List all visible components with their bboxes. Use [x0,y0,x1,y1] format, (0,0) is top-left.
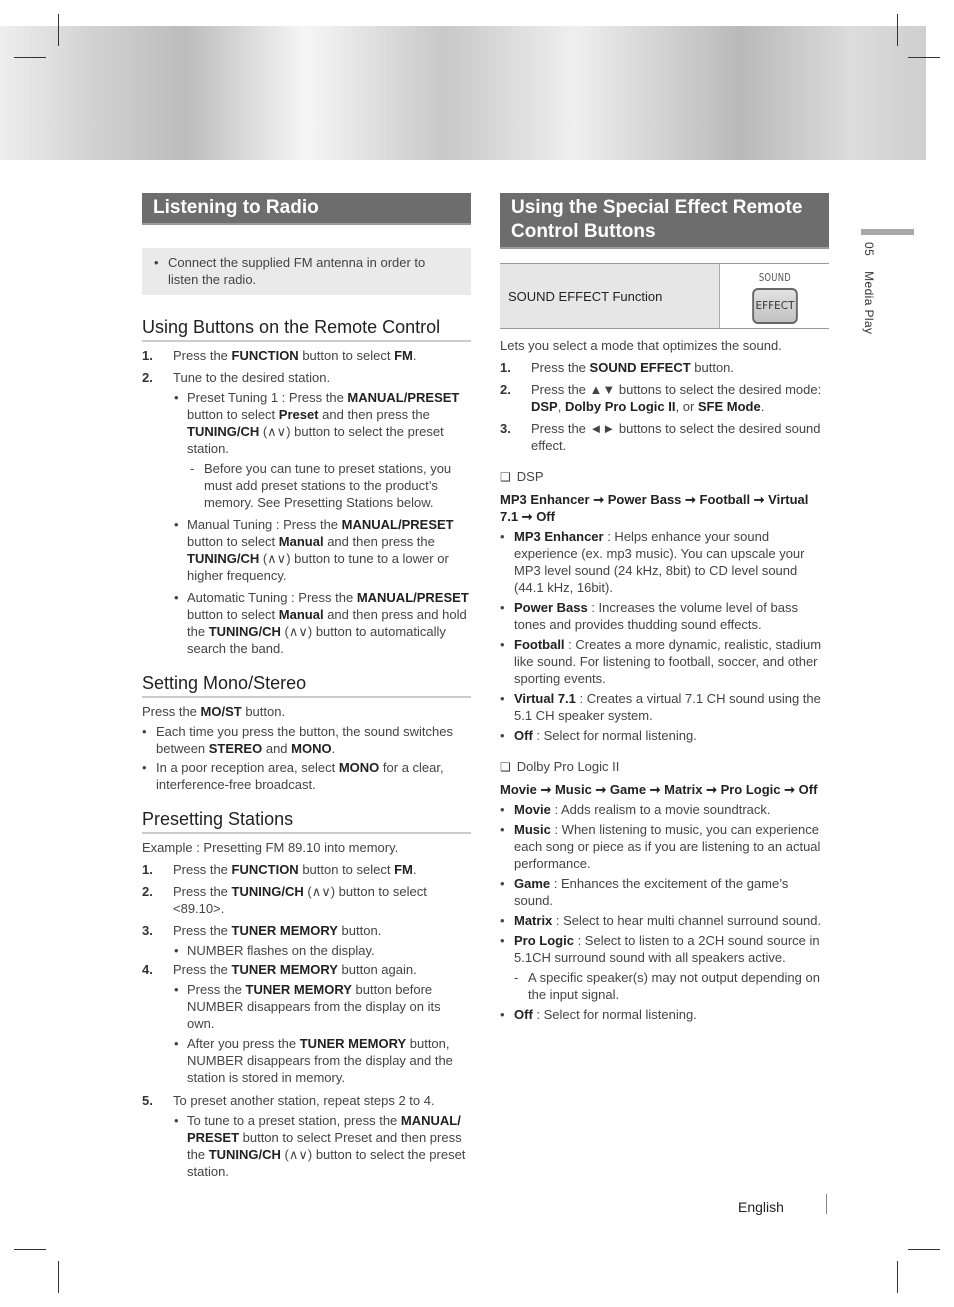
key: MANUAL/PRESET [347,390,460,405]
mode-name: Football [514,637,565,652]
right-column [500,193,829,1023]
text: Each time you press the button, the sound switches between [156,724,454,756]
left-column [142,193,471,1180]
step-number: 4. [142,962,153,977]
preset-step-3 [142,922,471,939]
mode-item [500,875,829,909]
text: button to select Preset and then press the [187,1130,462,1162]
key-fm: FM [394,348,413,363]
antenna-note [142,248,471,295]
text: Manual Tuning : Press the [187,517,342,532]
preset-note: - Before you can tune to preset stations, you must add preset stations to the product’s memory. See Presetting Stations below. [204,460,471,511]
crop-mark [14,57,46,58]
mode-note: - A specific speaker(s) may not output depending on the input signal. [528,969,829,1003]
dolby-mode-list [500,801,829,1023]
text: (∧∨) button to tune to a lower or higher frequency. [187,551,449,583]
text: (∧∨) button to select the preset station. [187,424,444,456]
text: and [262,741,292,756]
key: MANUAL/PRESET [356,590,469,605]
key: TUNING/CH [231,884,304,899]
footer-divider [826,1194,827,1214]
text: Press the ◄► buttons to select the desired sound effect. [531,421,821,453]
text: . [412,348,417,363]
text: (∧∨) button to select <89.10>. [173,884,427,916]
key: MO/ST [200,704,242,719]
text: button before NUMBER disappears from the display on its own. [187,982,441,1031]
antenna-note-text: • Connect the supplied FM antenna in order to listen the radio. [154,254,459,288]
step-number: 3. [500,421,511,436]
text: button. [690,360,735,375]
mode-item [500,1006,829,1023]
text: Preset Tuning 1 : Press the [187,390,348,405]
key-function: FUNCTION [231,348,299,363]
text: Press the [531,360,590,375]
key: SOUND EFFECT [589,360,691,375]
mode-item [500,690,829,724]
heading-mono-stereo: Setting Mono/Stereo [142,672,471,698]
text: (∧∨) button to automatically search the band. [187,624,446,656]
mode-description: : Enhances the excitement of the game’s sound. [514,876,789,908]
mode-description: : Select for normal listening. [532,728,697,743]
mode-name: Virtual 7.1 [514,691,576,706]
step-2 [142,369,471,386]
text: Automatic Tuning : Press the [187,590,357,605]
step-number: 2. [142,884,153,899]
chapter-number: 05 [862,242,876,257]
step-number: 5. [142,1093,153,1108]
step-number: 3. [142,923,153,938]
text: . [331,741,336,756]
text: and then press the [318,407,430,422]
effect-step-3 [500,420,829,454]
preset-step-4-note-2 [187,1035,471,1086]
preset-tuning-item [187,389,471,457]
dolby-heading [500,758,829,776]
key: TUNING/CH [208,1147,281,1162]
text: button to select [187,534,279,549]
icon-caption: SOUND [758,270,791,284]
text: Press the ▲▼ buttons to select the desired mode: [531,382,822,397]
text: button, NUMBER disappears from the display and the station is stored in memory. [187,1036,453,1085]
key: MONO [338,760,380,775]
text: . [760,399,765,414]
mode-description: : Select for normal listening. [532,1007,697,1022]
mode-item [500,801,829,818]
dsp-heading [500,468,829,486]
preset-step-5-note [187,1112,471,1180]
section-title-radio: Listening to Radio [142,193,471,225]
step-number: 1. [500,360,511,375]
text: Press the [173,862,232,877]
heading-presetting: Presetting Stations [142,808,471,834]
step-number: 1. [142,862,153,877]
text: button to select [187,607,279,622]
mode-description: : Adds realism to a movie soundtrack. [550,802,771,817]
mode-name: MP3 Enhancer [514,529,604,544]
mode-item [500,528,829,596]
crop-mark [14,1249,46,1250]
key: MANUAL/PRESET [341,517,454,532]
sound-effect-button-icon [720,264,829,328]
text: In a poor reception area, select [156,760,339,775]
text: Press the [173,923,232,938]
step-number: 1. [142,348,153,363]
text: and then press and hold the [187,607,467,639]
mode-name: Off [514,728,533,743]
checkbox-icon: ❑ [500,760,511,774]
preset-step-5 [142,1092,471,1109]
crop-mark [58,14,59,46]
text: Press the [173,884,232,899]
text: . [412,862,417,877]
section-title-special-effect: Using the Special Effect Remote Control Buttons [500,193,829,249]
key: TUNING/CH [208,624,281,639]
crop-mark [897,14,898,46]
chapter-tab [862,242,876,334]
key: TUNER MEMORY [231,962,338,977]
mode-item [500,912,829,929]
mode-item [500,636,829,687]
key: TUNING/CH [187,551,260,566]
text: button to select [187,407,279,422]
preset-step-1 [142,861,471,878]
text: Press the [173,348,232,363]
auto-tuning-item [187,589,471,657]
mode-item [500,727,829,744]
text: button to select [298,348,395,363]
key: Manual [278,607,324,622]
text: Dolby Pro Logic II [516,759,620,774]
text: button. [337,923,382,938]
key: MONO [291,741,332,756]
effect-button-graphic: EFFECT [752,288,798,324]
key: STEREO [208,741,263,756]
preset-step-2 [142,883,471,917]
crop-mark [58,1261,59,1293]
function-label: SOUND EFFECT Function [500,264,720,328]
key: TUNING/CH [187,424,260,439]
text: and then press the [323,534,435,549]
text: , or [675,399,698,414]
key: Dolby Pro Logic II [564,399,676,414]
key: TUNER MEMORY [299,1036,407,1051]
mode-name: Matrix [514,913,553,928]
step-number: 2. [500,382,511,397]
mode-description: : Increases the volume level of bass tones and provides thudding sound effects. [514,600,798,632]
mode-name: Game [514,876,551,891]
mode-name: Music [514,822,551,837]
mode-item [500,599,829,633]
text: Press the [142,704,201,719]
mode-description: : Select to listen to a 2CH sound source in 5.1CH surround sound with all speakers active. [514,933,820,965]
crop-mark [908,57,940,58]
key: FUNCTION [231,862,299,877]
preset-step-4-note-1 [187,981,471,1032]
mode-item [500,932,829,966]
heading-remote-buttons: Using Buttons on the Remote Control [142,316,471,342]
effect-step-1 [500,359,829,376]
text: To preset another station, repeat steps 2 to 4. [173,1093,435,1108]
key: TUNER MEMORY [245,982,352,997]
text: DSP [516,469,544,484]
function-table [500,263,829,329]
step-1 [142,347,471,364]
key: TUNER MEMORY [231,923,338,938]
step-number: 2. [142,370,153,385]
preset-step-4 [142,961,471,978]
text: Tune to the desired station. [173,370,331,385]
mode-name: Off [514,1007,533,1022]
dsp-chain: MP3 Enhancer ➞ Power Bass ➞ Football ➞ Virtual 7.1 ➞ Off [500,492,809,524]
mode-description: : When listening to music, you can experience each song or piece as if you are listening to an actual performance. [514,822,821,871]
key: Preset [278,407,319,422]
crop-mark [908,1249,940,1250]
mode-name: Power Bass [514,600,588,615]
mode-description: : Creates a more dynamic, realistic, stadium like sound. For listening to football, soccer, and other sporting events. [514,637,822,686]
preset-step-3-note: • NUMBER flashes on the display. [187,942,471,959]
text: , [557,399,565,414]
mono-bullet-1 [142,723,471,757]
text: (∧∨) button to select the preset station. [187,1147,466,1179]
dsp-mode-list [500,528,829,744]
mode-description: : Select to hear multi channel surround sound. [552,913,822,928]
crop-mark [897,1261,898,1293]
key: Manual [278,534,324,549]
mode-name: Movie [514,802,551,817]
effect-intro: Lets you select a mode that optimizes the sound. [500,338,782,353]
text: After you press the [187,1036,300,1051]
text: button. [241,704,286,719]
key: FM [394,862,413,877]
text: button to select [298,862,395,877]
mode-item [500,821,829,872]
mono-intro [142,703,471,720]
checkbox-icon: ❑ [500,470,511,484]
preset-example: Example : Presetting FM 89.10 into memory. [142,840,399,855]
mono-bullet-2 [142,759,471,793]
dolby-chain: Movie ➞ Music ➞ Game ➞ Matrix ➞ Pro Logic ➞ Off [500,782,818,797]
key: DSP [531,399,558,414]
effect-step-2 [500,381,829,415]
header-banner [0,26,926,160]
key: MANUAL/ PRESET [187,1113,461,1145]
footer-language: English [738,1199,784,1215]
manual-tuning-item [187,516,471,584]
chapter-name: Media Play [862,271,876,335]
mode-name: Pro Logic [514,933,574,948]
key: SFE Mode [697,399,761,414]
text: for a clear, interference-free broadcast. [156,760,444,792]
text: Press the [187,982,246,997]
mode-description: : Creates a virtual 7.1 CH sound using the 5.1 CH speaker system. [514,691,821,723]
mode-description: : Helps enhance your sound experience (ex. mp3 music). You can upscale your MP3 level sound (24 kHz, 8bit) to CD level sound (44.1 kHz, 16bit). [514,529,805,595]
text: button again. [337,962,417,977]
text: To tune to a preset station, press the [187,1113,401,1128]
text: Press the [173,962,232,977]
chapter-tab-bar [861,229,914,235]
